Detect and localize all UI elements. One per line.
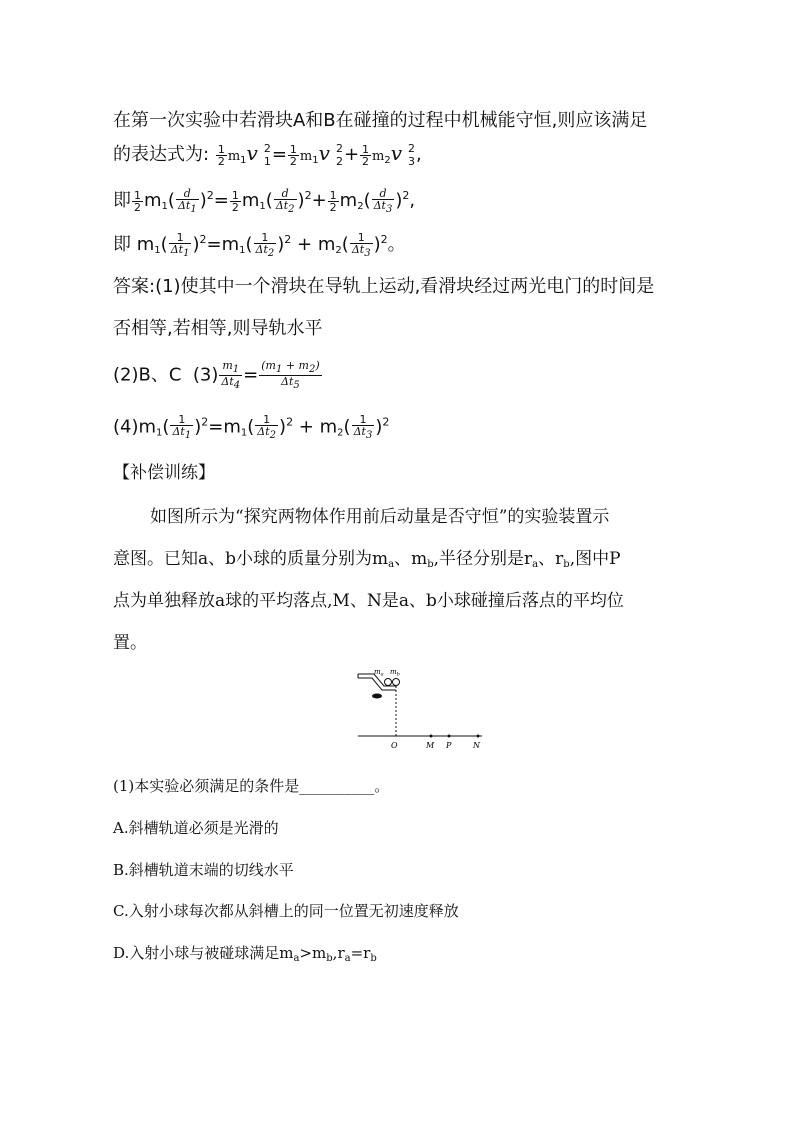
derivation-intro: 在第一次实验中若滑块A和B在碰撞的过程中机械能守恒,则应该满足 bbox=[113, 110, 648, 131]
question-stem: (1)本实验必须满足的条件是__________。 bbox=[113, 777, 390, 795]
supplement-para-line3: 点为单独释放a球的平均落点,M、N是a、b小球碰撞后落点的平均位 bbox=[113, 591, 624, 611]
label-M: M bbox=[426, 741, 435, 750]
energy-expression-d: 即 $\frac{1}{2}$ $m_1$( $\frac{d}{\Delta t1}$ )$^2$= $\frac{1}{2}$ $m_1$( $\frac{d}{\Delta t2}$ )$^2$+ $\frac{1}{2}$ $m_2$( $\frac{d}{\Delta t3}$ )$^2$, bbox=[113, 186, 416, 215]
inclined-chute bbox=[358, 674, 396, 690]
point-M bbox=[430, 735, 433, 738]
ball-a bbox=[385, 679, 392, 686]
ball-b bbox=[393, 679, 400, 686]
energy-expression: 的表达式为: $\frac{1}{2}$ $m_1v$ 2 1 = $\frac{1}{2}$ $m_1v$ 2 2 + $\frac{1}{2}$ $m_2v$ 2 3 , bbox=[113, 141, 422, 168]
expr-prefix: 的表达式为: bbox=[113, 144, 210, 165]
answer-part1-line1: 答案:(1)使其中一个滑块在导轨上运动,看滑块经过两光电门的时间是 bbox=[113, 276, 655, 297]
collision-apparatus-figure bbox=[350, 664, 490, 754]
support-stand bbox=[372, 694, 382, 699]
answer-label: 答案: bbox=[113, 276, 156, 297]
option-B: B.斜槽轨道末端的切线水平 bbox=[113, 861, 294, 879]
label-O: O bbox=[391, 741, 398, 750]
energy-expression-simplified: 即 $m_1$( $\frac{1}{\Delta t1}$ )$^2=m_1$( $\frac{1}{\Delta t2}$ )$^2 + m_2$( $\frac{1}{\Delta t3}$ )$^2$。 bbox=[113, 230, 406, 259]
supplement-heading: 【补偿训练】 bbox=[113, 463, 215, 483]
option-C: C.入射小球每次都从斜槽上的同一位置无初速度释放 bbox=[113, 902, 459, 920]
option-D: D.入射小球与被碰球满足$m_a>m_b,r_a=r_b$ bbox=[113, 944, 377, 964]
answer-part4: $(4)m_1$( $\frac{1}{\Delta t1}$ )$^2=m_1$( $\frac{1}{\Delta t2}$ )$^2 + m_2$( $\frac{1}{\Delta t3}$ )$^2$ bbox=[113, 413, 390, 441]
supplement-para-line2: 意图。已知a、b小球的质量分别为$m_a$、$m_b$,半径分别是$r_a$、$r_b$,图中P bbox=[113, 549, 621, 570]
answer-part2-3: (2)B、C (3) $\frac{m1}{\Delta t4}$ = $\frac{(m1 + m2)}{\Delta t5}$ bbox=[113, 359, 320, 391]
point-N bbox=[477, 735, 480, 738]
point-P bbox=[448, 735, 451, 738]
supplement-para-line4: 置。 bbox=[113, 633, 147, 653]
option-A: A.斜槽轨道必须是光滑的 bbox=[113, 819, 279, 837]
label-mb: $m_b$ bbox=[390, 668, 400, 678]
label-ma: $m_a$ bbox=[374, 668, 384, 678]
label-P: P bbox=[446, 741, 452, 750]
answer-part1-line2: 否相等,若相等,则导轨水平 bbox=[113, 318, 323, 339]
supplement-para-line1: 如图所示为“探究两物体作用前后动量是否守恒”的实验装置示 bbox=[150, 507, 610, 527]
label-N: N bbox=[473, 741, 480, 750]
fraction-half: $\frac{1}{2}$ bbox=[217, 142, 225, 168]
